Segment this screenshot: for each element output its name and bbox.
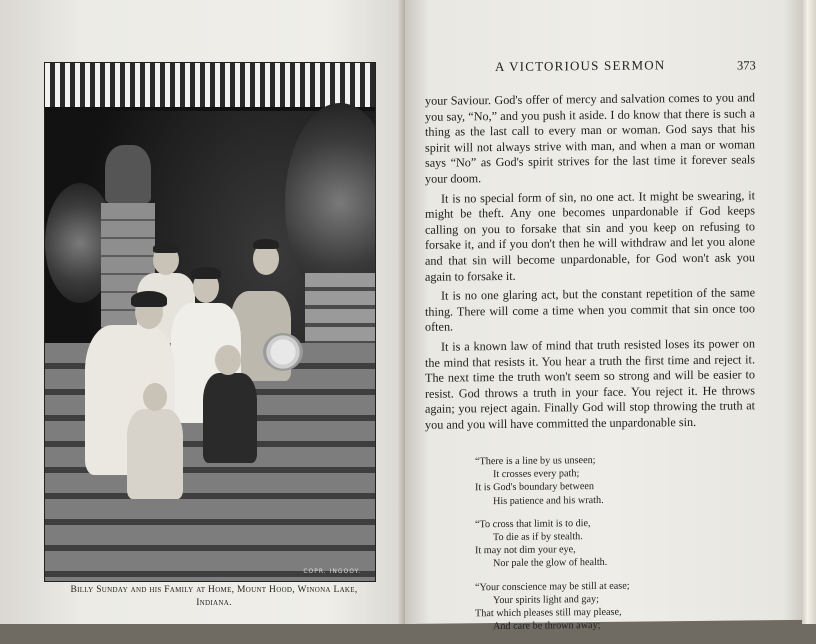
- poem-line: It may not dim your eye,: [475, 544, 576, 557]
- family-photograph: [44, 62, 376, 582]
- paragraph: It is no special form of sin, no one act. It might be swearing, it might be theft. Any one becomes unpardonable if God keeps calling on you to forsake that sin and you keep on refusing to forsake it, and if you don't then he will withdraw and let you alone and that sin will become unpardonable, for God won't ask you again to forsake it.: [425, 187, 755, 284]
- stone-urn: [105, 145, 151, 203]
- poem-line: “There is a line by us unseen;: [475, 455, 596, 468]
- poem-line: It crosses every path;: [493, 468, 580, 481]
- poem-line: His patience and his wrath.: [493, 494, 604, 507]
- running-head: A VICTORIOUS SERMON: [495, 57, 666, 75]
- poem-line: It is God's boundary between: [475, 481, 594, 494]
- poem-line: “Your conscience may be still at ease;: [475, 580, 630, 593]
- poem-line: That which pleases still may please,: [475, 606, 622, 620]
- paragraph: It is a known law of mind that truth resisted loses its power on the mind that resists it. You hear a truth the first time and reject it. The next time the truth won't seem so strong and will be easier to resist. God throws a truth in your face. You reject it. He throws again; you reject again. Finally God will stop throwing the truth at you and you will have committed the unpardonable sin.: [425, 336, 755, 432]
- striped-awning: [45, 63, 375, 111]
- paragraph: It is no one glaring act, but the constant repetition of the same thing. There will come a time when you commit that sin once too often.: [425, 285, 755, 335]
- poem-line: And care be thrown away;: [493, 620, 601, 633]
- poem-line: To die as if by stealth.: [493, 531, 583, 544]
- poem-line: Your spirits light and gay;: [493, 593, 599, 606]
- page-edges: [802, 0, 816, 624]
- poem: [475, 453, 715, 644]
- poem-stanza: [475, 516, 715, 571]
- paragraph: your Saviour. God's offer of mercy and salvation comes to you and you say, “No,” and you push it aside. I do know that there is such a thing as the last call to every man or woman. God says that his spirit will not always strive with man, and when a man or woman says “No” as God's spirit strives for the last time it forever seals your doom.: [425, 90, 755, 186]
- right-page: [405, 0, 816, 633]
- page-number: 373: [737, 58, 756, 73]
- straw-hat: [263, 333, 303, 371]
- left-page: [0, 0, 410, 624]
- poem-line: Nor pale the glow of health.: [493, 557, 608, 570]
- poem-line: “To cross that limit is to die,: [475, 517, 591, 531]
- poem-stanza: [475, 578, 715, 633]
- photo-caption: Billy Sunday and his Family at Home, Mount Hood, Winona Lake, Indiana.: [70, 585, 358, 608]
- photo-credit: COPR. INGOOY.: [303, 568, 361, 575]
- poem-stanza: [475, 453, 715, 508]
- sermon-text: [425, 90, 755, 437]
